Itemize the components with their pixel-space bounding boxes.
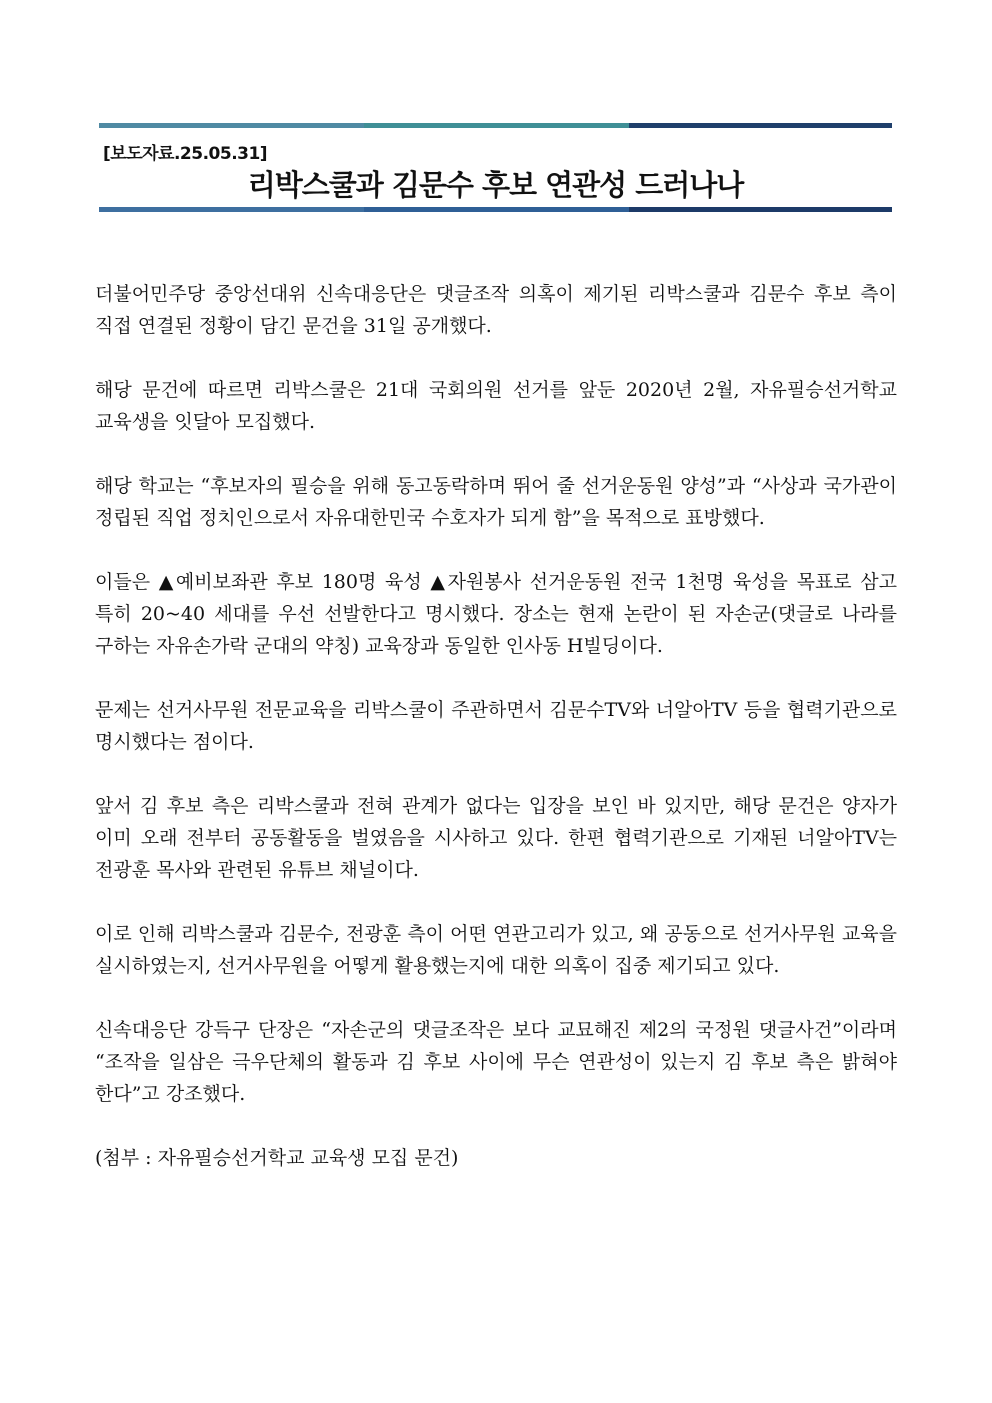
paragraph-6: 앞서 김 후보 측은 리박스쿨과 전혀 관계가 없다는 입장을 보인 바 있지만, 해당 문건은 양자가 이미 오래 전부터 공동활동을 벌였음을 시사하고 있다. 한편 협력기관으로 기재된 너알아TV는 전광훈 목사와 관련된 유튜브 채널이다. [95, 795, 897, 881]
page-title: 리박스쿨과 김문수 후보 연관성 드러나나 [247, 168, 744, 202]
paragraph-5: 문제는 선거사무원 전문교육을 리박스쿨이 주관하면서 김문수TV와 너알아TV 등을 협력기관으로 명시했다는 점이다. [95, 699, 897, 753]
paragraph-8: 신속대응단 강득구 단장은 “자손군의 댓글조작은 보다 교묘해진 제2의 국정원 댓글사건”이라며 “조작을 일삼은 극우단체의 활동과 김 후보 사이에 무슨 연관성이 있는지 김 후보 측은 밝혀야 한다”고 강조했다. [95, 1019, 897, 1105]
header-top-rule-segment [364, 123, 629, 128]
header-top-rule [99, 123, 892, 128]
attachment-note: (첨부 : 자유필승선거학교 교육생 모집 문건) [95, 1147, 459, 1169]
paragraph-7: 이로 인해 리박스쿨과 김문수, 전광훈 측이 어떤 연관고리가 있고, 왜 공동으로 선거사무원 교육을 실시하였는지, 선거사무원을 어떻게 활용했는지에 대한 의혹이 집중 제기되고 있다. [95, 923, 897, 977]
paragraph-3: 해당 학교는 “후보자의 필승을 위해 동고동락하며 뛰어 줄 선거운동원 양성”과 “사상과 국가관이 정립된 직업 정치인으로서 자유대한민국 수호자가 되게 함”을 목적으로 표방했다. [95, 475, 897, 529]
press-release-tag: [보도자료.25.05.31] [103, 144, 268, 164]
header-top-rule-segment [99, 123, 364, 128]
press-release-header [99, 123, 892, 215]
paragraph-4: 이들은 ▲예비보좌관 후보 180명 육성 ▲자원봉사 선거운동원 전국 1천명 육성을 목표로 삼고 특히 20~40 세대를 우선 선발한다고 명시했다. 장소는 현재 논란이 된 자손군(댓글로 나라를 구하는 자유손가락 군대의 약칭) 교육장과 동일한 인사동 H빌딩이다. [95, 571, 897, 657]
paragraph-2: 해당 문건에 따르면 리박스쿨은 21대 국회의원 선거를 앞둔 2020년 2월, 자유필승선거학교 교육생을 잇달아 모집했다. [95, 379, 897, 433]
header-bottom-rule-segment [364, 207, 629, 212]
header-top-rule-segment [629, 123, 892, 128]
header-bottom-rule-segment [629, 207, 892, 212]
header-bottom-rule-segment [99, 207, 364, 212]
paragraph-1: 더불어민주당 중앙선대위 신속대응단은 댓글조작 의혹이 제기된 리박스쿨과 김문수 후보 측이 직접 연결된 정황이 담긴 문건을 31일 공개했다. [95, 283, 897, 337]
header-bottom-rule [99, 207, 892, 212]
article-body [95, 278, 897, 1206]
